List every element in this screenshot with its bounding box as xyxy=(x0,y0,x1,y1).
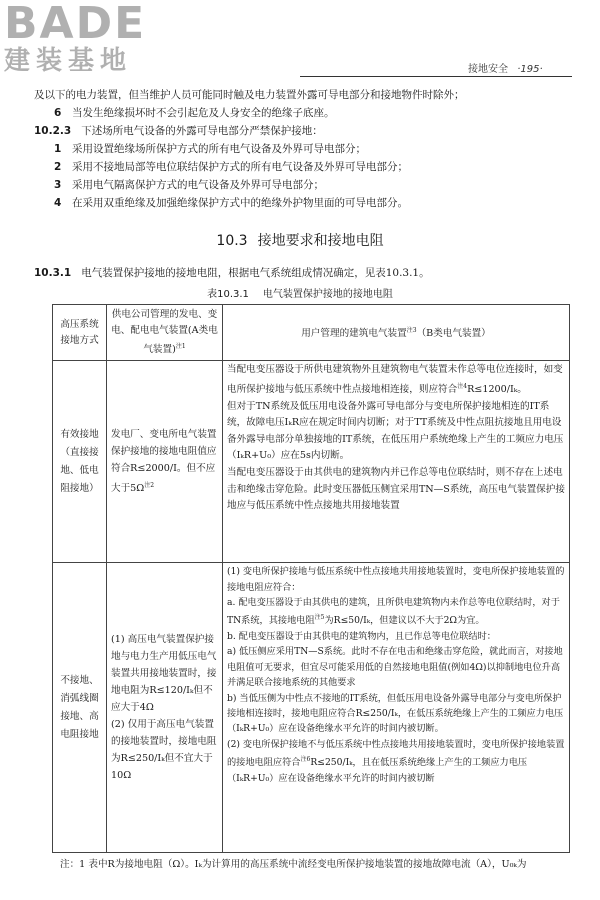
continued-line: 及以下的电力装置，但当维护人员可能同时触及电力装置外露可导电部分和接地物件时除外； xyxy=(34,89,465,101)
footnote-mark: 注5 xyxy=(314,614,325,622)
list-item-text: 当发生绝缘损坏时不会引起危及人身安全的绝缘子底座。 xyxy=(72,107,335,119)
header-cell xyxy=(223,305,570,361)
list-item-number: 6 xyxy=(54,107,62,119)
header-text: 供电公司管理的发电、变电、配电电气装置(A类电气装置) xyxy=(111,309,218,356)
note-label: 注：1 xyxy=(60,859,86,870)
cell-text: 当配电变压器设于所供电建筑物外且建筑物电气装置未作总等电位连接时，如变电所保护接地与低压系统中性点接地相连接，则应符合 xyxy=(227,364,563,395)
cell-paragraph xyxy=(227,362,565,398)
section-number: 10.2.3 xyxy=(34,125,72,137)
cell-paragraph: (1) 高压电气装置保护接地与电力生产用低压电气装置共用接地装置时，接地电阻为R≤120/Iₖ但不应大于4Ω xyxy=(111,634,217,714)
table-row xyxy=(53,563,570,853)
table-cell: 不接地、消弧线圈接地、高电阻接地 xyxy=(53,563,107,853)
table-header-row xyxy=(53,305,570,361)
cell-paragraph: b) 当低压侧为中性点不接地的IT系统，但低压用电设备外露导电部分与变电所保护接地相连接时，接地电阻应符合R≤250/Iₖ，在低压系统绝缘上产生的工频应力电压（IₖR+U₀）应在设备绝缘水平允许的时间内被切断。 xyxy=(227,692,564,735)
cell-paragraph xyxy=(227,737,565,786)
logo-wordmark: BADE xyxy=(4,0,147,49)
grounding-resistance-table xyxy=(52,304,570,853)
cell-text: R≤1200/Iₖ。 xyxy=(467,383,527,395)
footnote-mark: 注4 xyxy=(457,382,468,390)
header-text: （B类电气装置） xyxy=(416,328,491,340)
logo-subtitle: 建装基地 xyxy=(4,46,133,76)
cell-paragraph: 当配电变压器设于由其供电的建筑物内并已作总等电位联结时，则不存在上述电击和绝缘击穿危险。此时变压器低压侧宜采用TN—S系统，高压电气装置保护接地应与低压系统中性点接地共用接地装置 xyxy=(227,466,565,512)
table-title: 电气装置保护接地的接地电阻 xyxy=(262,289,393,300)
section-number: 10.3.1 xyxy=(34,267,72,279)
header-cell: 高压系统接地方式 xyxy=(53,305,107,361)
list-item xyxy=(54,158,408,176)
list-item-number: 3 xyxy=(54,179,62,191)
cell-text: (2) 变电所保护接地不与低压系统中性点接地共用接地装置时，变电所保护接地装置的接地电阻应符合 xyxy=(227,738,565,769)
section-text: 电气装置保护接地的接地电阻，根据电气系统组成情况确定，见表10.3.1。 xyxy=(81,267,430,279)
section-heading xyxy=(0,230,600,250)
list-item xyxy=(54,104,335,122)
section-10-2-3 xyxy=(34,122,323,140)
list-item xyxy=(54,140,366,158)
table-caption xyxy=(0,285,600,300)
cell-paragraph: (2) 仅用于高压电气装置的接地装置时，接地电阻为R≤250/Iₖ但不宜大于10Ω xyxy=(111,719,217,782)
table-number: 表10.3.1 xyxy=(207,289,249,300)
list-item-text: 采用设置绝缘场所保护方式的所有电气设备及外界可导电部分； xyxy=(72,143,366,155)
page-number: ·195· xyxy=(517,64,543,75)
list-item-text: 采用不接地局部等电位联结保护方式的所有电气设备及外界可导电部分； xyxy=(72,161,408,173)
list-item xyxy=(54,194,408,212)
header-cell xyxy=(107,305,223,361)
heading-number: 10.3 xyxy=(216,233,248,249)
list-item xyxy=(54,176,324,194)
cell-paragraph: b. 配电变压器设于由其供电的建筑物内，且已作总等电位联结时： xyxy=(227,630,496,642)
table-cell: 有效接地（直接接地、低电阻接地） xyxy=(53,361,107,563)
cell-text: 发电厂、变电所电气装置保护接地的接地电阻值应符合R≤2000/I。但不应大于5Ω xyxy=(111,429,217,495)
cell-text: a. 配电变压器设于由其供电的建筑，且所供电建筑物内未作总等电位联结时，对于TN系统，其接地电阻 xyxy=(227,597,560,627)
table-row xyxy=(53,361,570,563)
cell-paragraph: 但对于TN系统及低压用电设备外露可导电部分与变电所保护接地相连的IT系统，故障电压IₖR应在规定时间内切断；对于TT系统及中性点阻抗接地且用电设备外露导电部分单独接地的IT系统，在低压用户系统绝缘上产生的工频应力电压（IₖR+U₀）应在5s内切断。 xyxy=(227,400,564,462)
cell-paragraph xyxy=(227,595,565,629)
section-text: 下述场所电气设备的外露可导电部分严禁保护接地： xyxy=(81,125,323,137)
header-text: 用户管理的建筑电气装置 xyxy=(301,328,407,340)
cell-paragraph: (1) 变电所保护接地与低压系统中性点接地共用接地装置时，变电所保护接地装置的接地电阻应符合： xyxy=(227,566,565,593)
footnote-mark: 注1 xyxy=(175,343,186,350)
list-item-text: 采用电气隔离保护方式的电气设备及外界可导电部分； xyxy=(72,179,324,191)
table-cell xyxy=(223,361,570,563)
table-cell xyxy=(107,361,223,563)
list-item-number: 1 xyxy=(54,143,62,155)
running-head-title: 接地安全 xyxy=(468,64,508,75)
footnote-mark: 注6 xyxy=(300,756,311,764)
list-item-text: 在采用双重绝缘及加强绝缘保护方式中的绝缘外护物里面的可导电部分。 xyxy=(72,197,408,209)
cell-text: 为R≤50/Iₖ，但建议以不大于2Ω为宜。 xyxy=(324,615,485,627)
cell-text: R≤250/Iₖ，且在低压系统绝缘上产生的工频应力电压（IₖR+U₀）应在设备绝缘水平允许的时间内被切断 xyxy=(227,757,528,784)
cell-paragraph: a) 低压侧应采用TN—S系统。此时不存在电击和绝缘击穿危险，就此而言，对接地电阻值可无要求，但宜尽可能采用低的自然接地电阻值(例如4Ω)以抑制地电位升高并满足联合接地系统的其他要求 xyxy=(227,646,563,689)
heading-title: 接地要求和接地电阻 xyxy=(257,233,384,249)
table-note xyxy=(60,856,527,870)
list-item-number: 4 xyxy=(54,197,62,209)
header-rule xyxy=(300,76,572,77)
table-cell xyxy=(107,563,223,853)
note-text: 表中R为接地电阻（Ω）。Iₖ为计算用的高压系统中流经变电所保护接地装置的接地故障电流（A），U₀ₖ为 xyxy=(88,859,527,870)
running-head xyxy=(468,60,543,75)
table-cell xyxy=(223,563,570,853)
footnote-mark: 注2 xyxy=(144,482,155,490)
watermark-logo xyxy=(4,2,174,76)
list-item-number: 2 xyxy=(54,161,62,173)
section-10-3-1 xyxy=(34,264,430,282)
footnote-mark: 注3 xyxy=(406,327,417,334)
